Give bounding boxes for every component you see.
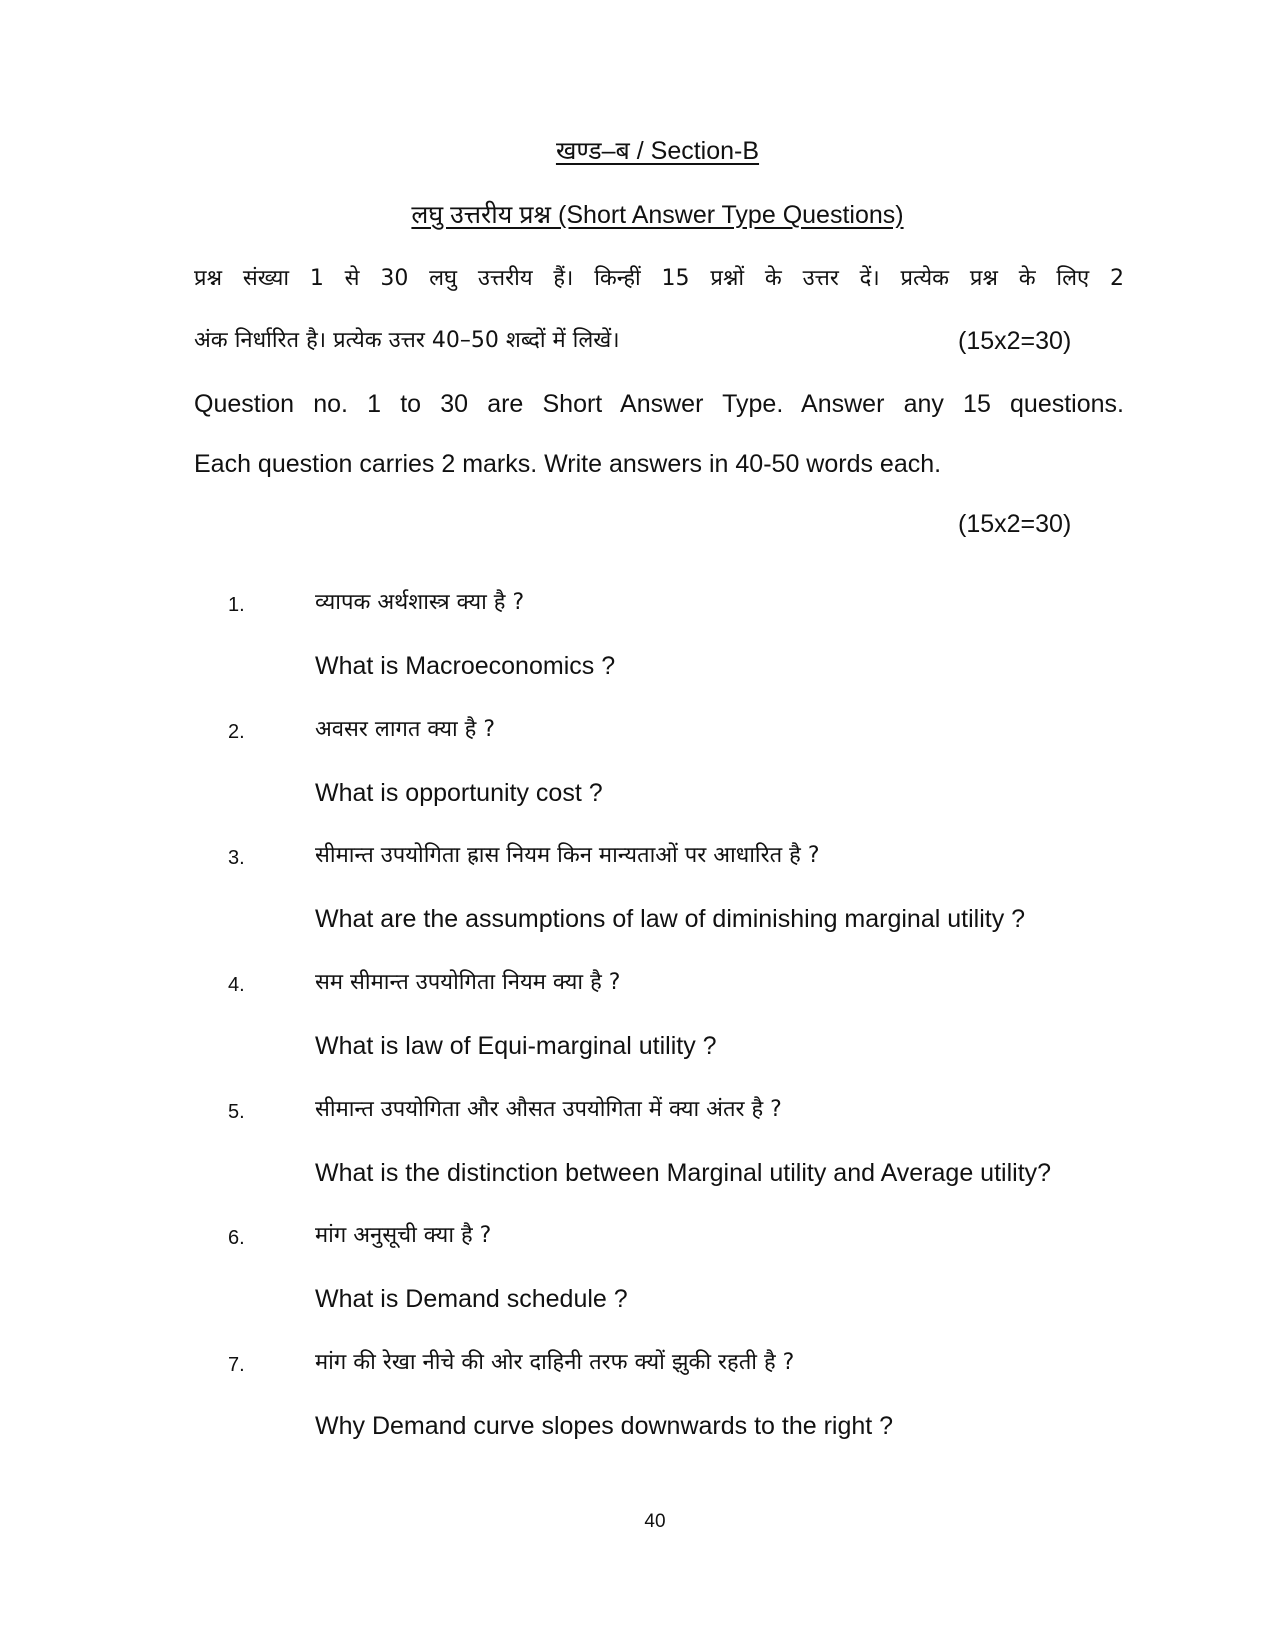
section-heading bbox=[0, 136, 1275, 166]
question-english: What is the distinction between Marginal utility and Average utility? bbox=[315, 1159, 1052, 1187]
question-english: What is Demand schedule ? bbox=[315, 1285, 628, 1313]
hindi-marks: (15x2=30) bbox=[958, 327, 1072, 355]
question-english: Why Demand curve slopes downwards to the right ? bbox=[315, 1412, 894, 1440]
question-number: 6. bbox=[228, 1227, 245, 1249]
question-hindi: मांग की रेखा नीचे की ओर दाहिनी तरफ क्यों झुकी रहती है ? bbox=[315, 1350, 795, 1375]
question-number: 2. bbox=[228, 721, 245, 743]
question-number: 5. bbox=[228, 1101, 245, 1123]
question-hindi: मांग अनुसूची क्या है ? bbox=[315, 1223, 492, 1248]
question-hindi: अवसर लागत क्या है ? bbox=[315, 717, 496, 742]
english-instruction-line-1: Question no. 1 to 30 are Short Answer Type. Answer any 15 questions. bbox=[194, 390, 1124, 418]
question-hindi: सीमान्त उपयोगिता और औसत उपयोगिता में क्या अंतर है ? bbox=[315, 1097, 782, 1122]
question-hindi: सम सीमान्त उपयोगिता नियम क्या है ? bbox=[315, 970, 621, 995]
hindi-instruction-line-1: प्रश्न संख्या 1 से 30 लघु उत्तरीय हैं। किन्हीं 15 प्रश्नों के उत्तर दें। प्रत्येक प्रश्न के लिए 2 bbox=[194, 266, 1124, 291]
page-number: 40 bbox=[644, 1511, 666, 1532]
question-number: 7. bbox=[228, 1354, 245, 1376]
section-title: खण्ड–ब / Section-B bbox=[555, 137, 760, 165]
question-type-title: लघु उत्तरीय प्रश्न (Short Answer Type Questions) bbox=[411, 201, 904, 229]
question-english: What is opportunity cost ? bbox=[315, 779, 603, 807]
question-english: What is Macroeconomics ? bbox=[315, 652, 616, 680]
english-instruction-line-2: Each question carries 2 marks. Write answers in 40-50 words each. bbox=[194, 450, 942, 478]
question-hindi: व्यापक अर्थशास्त्र क्या है ? bbox=[315, 590, 525, 615]
subheading bbox=[0, 200, 1275, 230]
question-hindi: सीमान्त उपयोगिता ह्रास नियम किन मान्यताओं पर आधारित है ? bbox=[315, 843, 820, 868]
question-number: 4. bbox=[228, 974, 245, 996]
question-number: 3. bbox=[228, 847, 245, 869]
question-number: 1. bbox=[228, 594, 245, 616]
hindi-instruction-line-2: अंक निर्धारित है। प्रत्येक उत्तर 40–50 शब्दों में लिखें। bbox=[194, 328, 620, 353]
english-marks: (15x2=30) bbox=[958, 510, 1072, 538]
question-english: What is law of Equi-marginal utility ? bbox=[315, 1032, 717, 1060]
question-english: What are the assumptions of law of diminishing marginal utility ? bbox=[315, 905, 1026, 933]
